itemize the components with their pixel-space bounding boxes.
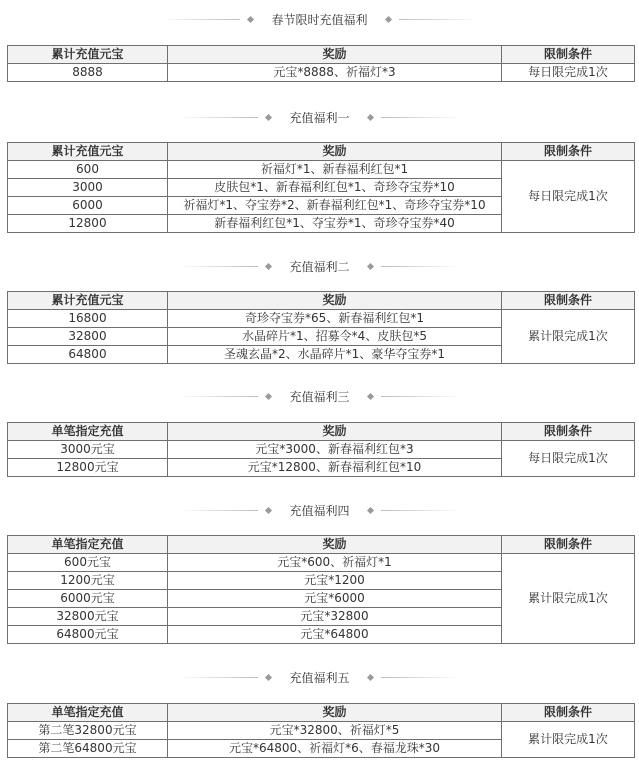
diamond-icon xyxy=(265,392,272,399)
amount-cell: 第二笔32800元宝 xyxy=(8,722,168,740)
amount-cell: 12800元宝 xyxy=(8,459,168,477)
reward-cell: 元宝*1200 xyxy=(168,572,502,590)
diamond-icon xyxy=(366,262,373,269)
diamond-icon xyxy=(384,15,391,22)
diamond-icon xyxy=(366,673,373,680)
diamond-icon xyxy=(366,506,373,513)
amount-cell: 6000元宝 xyxy=(8,590,168,608)
section-title-row xyxy=(0,500,639,520)
reward-cell: 皮肤包*1、新春福利红包*1、奇珍夺宝券*10 xyxy=(168,179,502,197)
reward-table xyxy=(7,535,635,644)
section-title-row xyxy=(0,107,639,127)
reward-cell: 祈福灯*1、夺宝券*2、新春福利红包*1、奇珍夺宝券*10 xyxy=(168,197,502,215)
reward-cell: 元宝*600、祈福灯*1 xyxy=(168,554,502,572)
divider-line-left xyxy=(178,510,258,511)
reward-cell: 元宝*32800、祈福灯*5 xyxy=(168,722,502,740)
reward-cell: 圣魂玄晶*2、水晶碎片*1、豪华夺宝券*1 xyxy=(168,346,502,364)
reward-cell: 元宝*12800、新春福利红包*10 xyxy=(168,459,502,477)
divider-line-left xyxy=(178,396,258,397)
divider-line-left xyxy=(178,677,258,678)
header-amount: 累计充值元宝 xyxy=(8,292,168,310)
table-header-row xyxy=(8,292,635,310)
amount-cell: 64800元宝 xyxy=(8,626,168,644)
diamond-icon xyxy=(265,673,272,680)
condition-cell: 累计限完成1次 xyxy=(502,722,635,758)
condition-cell: 累计限完成1次 xyxy=(502,554,635,644)
header-reward: 奖励 xyxy=(168,704,502,722)
reward-cell: 元宝*8888、祈福灯*3 xyxy=(168,64,502,82)
header-reward: 奖励 xyxy=(168,423,502,441)
header-condition: 限制条件 xyxy=(502,536,635,554)
table-row xyxy=(8,310,635,328)
amount-cell: 32800 xyxy=(8,328,168,346)
table-header-row xyxy=(8,143,635,161)
reward-table xyxy=(7,703,635,758)
table-header-row xyxy=(8,536,635,554)
section-title-row xyxy=(0,256,639,276)
table-row xyxy=(8,722,635,740)
amount-cell: 1200元宝 xyxy=(8,572,168,590)
header-condition: 限制条件 xyxy=(502,143,635,161)
diamond-icon xyxy=(265,506,272,513)
section-title-row xyxy=(0,386,639,406)
table-header-row xyxy=(8,46,635,64)
divider-line-left xyxy=(160,19,240,20)
header-reward: 奖励 xyxy=(168,143,502,161)
divider-line-left xyxy=(178,266,258,267)
header-amount: 单笔指定充值 xyxy=(8,423,168,441)
amount-cell: 600 xyxy=(8,161,168,179)
amount-cell: 3000元宝 xyxy=(8,441,168,459)
header-condition: 限制条件 xyxy=(502,704,635,722)
amount-cell: 8888 xyxy=(8,64,168,82)
diamond-icon xyxy=(366,113,373,120)
reward-cell: 元宝*32800 xyxy=(168,608,502,626)
reward-cell: 奇珍夺宝券*65、新春福利红包*1 xyxy=(168,310,502,328)
reward-table xyxy=(7,291,635,364)
section-title: 充值福利四 xyxy=(289,503,350,518)
amount-cell: 32800元宝 xyxy=(8,608,168,626)
reward-cell: 新春福利红包*1、夺宝券*1、奇珍夺宝券*40 xyxy=(168,215,502,233)
diamond-icon xyxy=(265,262,272,269)
reward-cell: 元宝*6000 xyxy=(168,590,502,608)
condition-cell: 每日限完成1次 xyxy=(502,64,635,82)
table-row xyxy=(8,554,635,572)
header-condition: 限制条件 xyxy=(502,423,635,441)
diamond-icon xyxy=(366,392,373,399)
table-header-row xyxy=(8,704,635,722)
divider-line-right xyxy=(381,266,461,267)
amount-cell: 3000 xyxy=(8,179,168,197)
divider-line-right xyxy=(399,19,479,20)
amount-cell: 12800 xyxy=(8,215,168,233)
header-condition: 限制条件 xyxy=(502,46,635,64)
header-reward: 奖励 xyxy=(168,46,502,64)
amount-cell: 第二笔64800元宝 xyxy=(8,740,168,758)
condition-cell: 累计限完成1次 xyxy=(502,310,635,364)
table-row xyxy=(8,161,635,179)
reward-cell: 元宝*3000、新春福利红包*3 xyxy=(168,441,502,459)
divider-line-right xyxy=(381,510,461,511)
section-title: 充值福利三 xyxy=(289,389,350,404)
reward-cell: 元宝*64800、祈福灯*6、春福龙珠*30 xyxy=(168,740,502,758)
reward-table xyxy=(7,45,635,82)
amount-cell: 6000 xyxy=(8,197,168,215)
reward-cell: 水晶碎片*1、招募令*4、皮肤包*5 xyxy=(168,328,502,346)
amount-cell: 16800 xyxy=(8,310,168,328)
section-title-row xyxy=(0,667,639,687)
divider-line-right xyxy=(381,117,461,118)
diamond-icon xyxy=(265,113,272,120)
section-title: 春节限时充值福利 xyxy=(271,12,368,27)
header-amount: 单笔指定充值 xyxy=(8,704,168,722)
table-row xyxy=(8,441,635,459)
header-reward: 奖励 xyxy=(168,536,502,554)
divider-line-right xyxy=(381,396,461,397)
divider-line-right xyxy=(381,677,461,678)
amount-cell: 600元宝 xyxy=(8,554,168,572)
condition-cell: 每日限完成1次 xyxy=(502,161,635,233)
reward-table xyxy=(7,142,635,233)
header-condition: 限制条件 xyxy=(502,292,635,310)
header-amount: 单笔指定充值 xyxy=(8,536,168,554)
diamond-icon xyxy=(247,15,254,22)
reward-cell: 元宝*64800 xyxy=(168,626,502,644)
section-title-row xyxy=(0,9,639,29)
header-amount: 累计充值元宝 xyxy=(8,46,168,64)
reward-cell: 祈福灯*1、新春福利红包*1 xyxy=(168,161,502,179)
divider-line-left xyxy=(178,117,258,118)
amount-cell: 64800 xyxy=(8,346,168,364)
header-reward: 奖励 xyxy=(168,292,502,310)
section-title: 充值福利一 xyxy=(289,110,350,125)
table-header-row xyxy=(8,423,635,441)
reward-table xyxy=(7,422,635,477)
section-title: 充值福利二 xyxy=(289,259,350,274)
table-row xyxy=(8,64,635,82)
condition-cell: 每日限完成1次 xyxy=(502,441,635,477)
header-amount: 累计充值元宝 xyxy=(8,143,168,161)
section-title: 充值福利五 xyxy=(289,670,350,685)
